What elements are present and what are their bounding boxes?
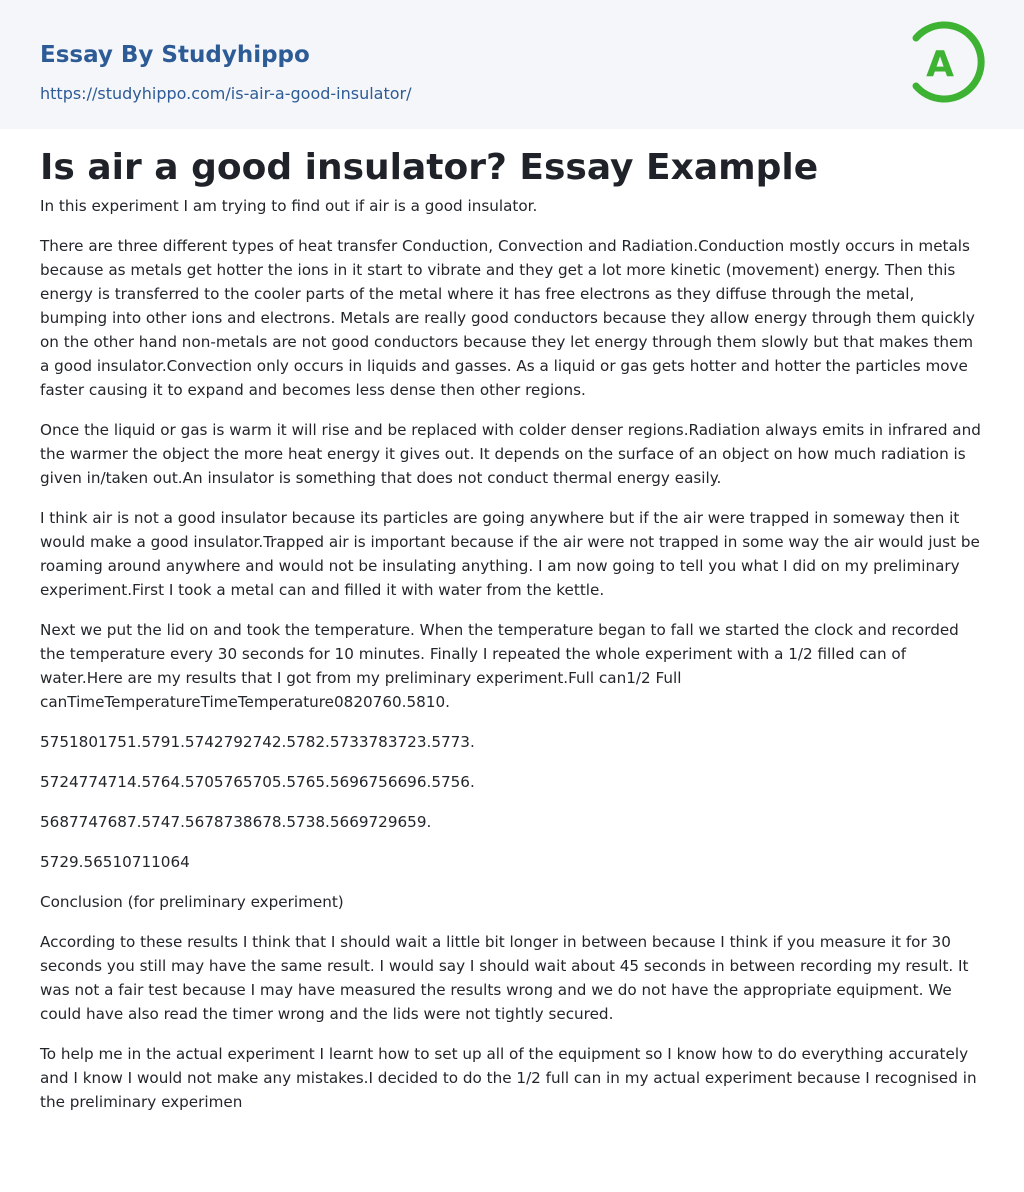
essay-paragraph: In this experiment I am trying to find out if air is a good insulator.: [40, 197, 538, 215]
essay-paragraph: I think air is not a good insulator because its particles are going anywhere but if the air were trapped in someway then it would make a good insulator.Trapped air is important because if the air were not trapped in some way the air would just be roaming around anywhere and would not be insulating anything. I am now going to tell you what I did on my preliminary experiment.First I took a metal can and filled it with water from the kettle.: [40, 509, 980, 599]
essay-paragraph: 5687747687.5747.5678738678.5738.5669729659.: [40, 813, 432, 831]
essay-paragraph: Next we put the lid on and took the temperature. When the temperature began to fall we started the clock and recorded the temperature every 30 seconds for 10 minutes. Finally I repeated the whole experiment with a 1/2 filled can of water.Here are my results that I got from my preliminary experiment.Full can1/2 Full canTimeTemperatureTimeTemperature0820760.5810.: [40, 621, 959, 711]
essay-paragraph: Once the liquid or gas is warm it will rise and be replaced with colder denser regions.Radiation always emits in infrared and the warmer the object the more heat energy it gives out. It depends on the surface of an object on how much radiation is given in/taken out.An insulator is something that does not conduct thermal energy easily.: [40, 421, 981, 487]
source-url-link[interactable]: https://studyhippo.com/is-air-a-good-insulator/: [40, 84, 412, 103]
essay-paragraph: There are three different types of heat transfer Conduction, Convection and Radiation.Conduction mostly occurs in metals because as metals get hotter the ions in it start to vibrate and they get a lot more kinetic (movement) energy. Then this energy is transferred to the cooler parts of the metal where it has free electrons as they diffuse through the metal, bumping into other ions and electrons. Metals are really good conductors because they allow energy through them quickly on the other hand non-metals are not good conductors because they let energy through them slowly but that makes them a good insulator.Convection only occurs in liquids and gasses. As a liquid or gas gets hotter and hotter the particles move faster causing it to expand and becomes less dense then other regions.: [40, 237, 975, 399]
page-title: Is air a good insulator? Essay Example: [40, 147, 819, 188]
logo-letter: A: [926, 44, 954, 85]
brand-title[interactable]: Essay By Studyhippo: [40, 42, 310, 68]
essay-paragraph: 5724774714.5764.5705765705.5765.5696756696.5756.: [40, 773, 475, 791]
essay-paragraph: To help me in the actual experiment I learnt how to set up all of the equipment so I know how to do everything accurately and I know I would not make any mistakes.I decided to do the 1/2 full can in my actual experiment because I recognised in the preliminary experimen: [40, 1045, 977, 1111]
essay-body: [40, 194, 986, 1130]
essay-paragraph: 5751801751.5791.5742792742.5782.5733783723.5773.: [40, 733, 475, 751]
site-header: [0, 0, 1024, 129]
conclusion-heading: Conclusion (for preliminary experiment): [40, 893, 344, 911]
essay-paragraph: 5729.56510711064: [40, 853, 190, 871]
essay-paragraph: According to these results I think that I should wait a little bit longer in between because I think if you measure it for 30 seconds you still may have the same result. I would say I should wait about 45 seconds in between recording my result. It was not a fair test because I may have measured the results wrong and we do not have the appropriate equipment. We could have also read the timer wrong and the lids were not tightly secured.: [40, 933, 969, 1023]
studyhippo-logo-icon[interactable]: [908, 18, 990, 106]
